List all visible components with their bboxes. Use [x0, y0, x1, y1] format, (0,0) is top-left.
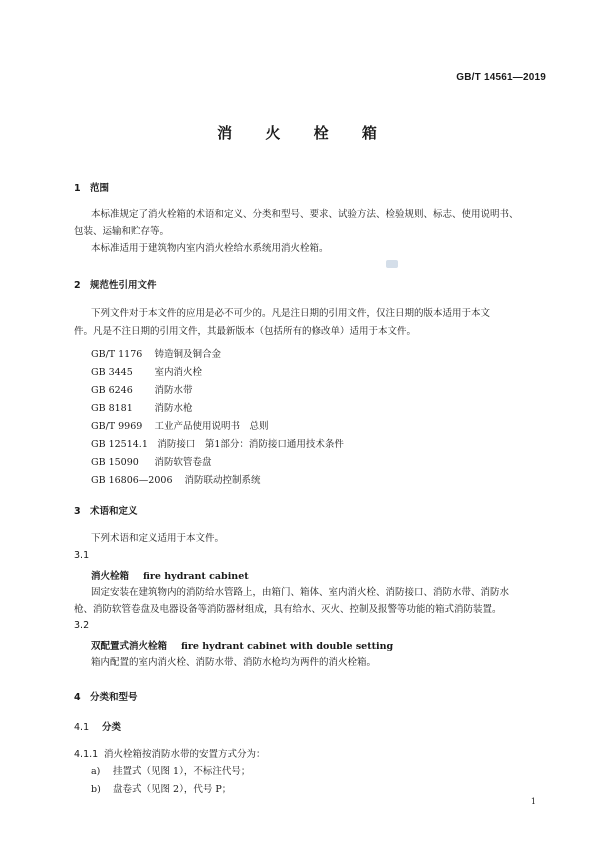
refs-intro-line-2: 件。凡是不注日期的引用文件，其最新版本（包括所有的修改单）适用于本文件。: [74, 326, 417, 337]
reference-title: 铸造铜及铜合金: [154, 349, 222, 360]
reference-code: GB 15090: [91, 457, 139, 468]
scope-paragraph-line-2: 包装、运输和贮存等。: [74, 226, 170, 237]
scope-paragraph-line-1: 本标准规定了消火栓箱的术语和定义、分类和型号、要求、试验方法、检验规则、标志、使用说明书、: [91, 209, 519, 220]
reference-title: 消防联动控制系统: [184, 475, 261, 486]
reference-code: GB/T 9969: [91, 421, 143, 432]
clause-number: 4.1.1: [74, 749, 99, 760]
subsection-number: 4.1: [74, 722, 90, 733]
standard-code: GB/T 14561—2019: [456, 72, 546, 83]
list-marker: a): [91, 766, 101, 777]
term-zh: 双配置式消火栓箱: [91, 641, 168, 652]
term-en: fire hydrant cabinet: [143, 571, 249, 582]
section-title: 术语和定义: [90, 506, 138, 517]
list-item: [91, 763, 250, 777]
refs-intro-line-1: 下列文件对于本文件的应用是必不可少的。凡是注日期的引用文件，仅注日期的版本适用于本文: [91, 308, 491, 319]
reference-code: GB 8181: [91, 403, 133, 414]
subsection-4-1-heading: [74, 719, 121, 733]
document-title: 消 火 栓 箱: [217, 124, 391, 142]
subsection-title: 分类: [102, 722, 122, 733]
section-number: 2: [74, 280, 81, 291]
list-marker: b): [91, 784, 101, 795]
reference-code: GB 16806—2006: [91, 475, 173, 486]
reference-code: GB/T 1176: [91, 349, 143, 360]
scan-mark: [386, 260, 398, 268]
reference-item: [91, 454, 212, 468]
term-title: [91, 568, 249, 582]
reference-item: [91, 364, 202, 378]
section-number: 3: [74, 506, 81, 517]
reference-title: 消防水枪: [154, 403, 193, 414]
reference-code: GB 12514.1: [91, 439, 148, 450]
reference-item: [91, 382, 193, 396]
reference-item: [91, 418, 269, 432]
section-4-heading: [74, 689, 138, 703]
section-number: 1: [74, 183, 81, 194]
reference-title: 消防软管卷盘: [154, 457, 212, 468]
reference-title: 工业产品使用说明书 总则: [154, 421, 269, 432]
page-number: 1: [530, 797, 536, 806]
terms-intro: 下列术语和定义适用于本文件。: [91, 533, 225, 544]
term-en: fire hydrant cabinet with double setting: [181, 641, 394, 652]
reference-code: GB 3445: [91, 367, 133, 378]
section-title: 范围: [90, 183, 110, 194]
reference-title: 室内消火栓: [154, 367, 203, 378]
reference-item: [91, 472, 261, 486]
term-definition: 箱内配置的室内消火栓、消防水带、消防水枪均为两件的消火栓箱。: [91, 657, 377, 668]
term-number: 3.2: [74, 620, 90, 631]
reference-item: [91, 346, 221, 360]
list-item: [91, 781, 231, 795]
section-title: 分类和型号: [90, 692, 138, 703]
scope-paragraph-2: 本标准适用于建筑物内室内消火栓给水系统用消火栓箱。: [91, 243, 329, 254]
section-3-heading: [74, 503, 138, 517]
section-number: 4: [74, 692, 81, 703]
clause-4-1-1: [74, 746, 266, 760]
term-definition-line-1: 固定安装在建筑物内的消防给水管路上，由箱门、箱体、室内消火栓、消防接口、消防水带、消防水: [91, 587, 510, 598]
section-1-heading: [74, 180, 109, 194]
list-text: 盘卷式（见图 2），代号 P；: [113, 784, 232, 795]
reference-title: 消防水带: [154, 385, 193, 396]
list-text: 挂置式（见图 1），不标注代号；: [113, 766, 251, 777]
clause-text: 消火栓箱按消防水带的安置方式分为：: [104, 749, 266, 760]
term-definition-line-2: 枪、消防软管卷盘及电器设备等消防器材组成，具有给水、灭火、控制及报警等功能的箱式消防装置。: [74, 604, 502, 615]
section-title: 规范性引用文件: [90, 280, 157, 291]
term-title: [91, 638, 393, 652]
reference-item: [91, 400, 193, 414]
term-number: 3.1: [74, 550, 90, 561]
reference-item: [91, 436, 344, 450]
reference-code: GB 6246: [91, 385, 133, 396]
reference-title: 消防接口 第1部分：消防接口通用技术条件: [157, 439, 344, 450]
section-2-heading: [74, 277, 157, 291]
term-zh: 消火栓箱: [91, 571, 130, 582]
